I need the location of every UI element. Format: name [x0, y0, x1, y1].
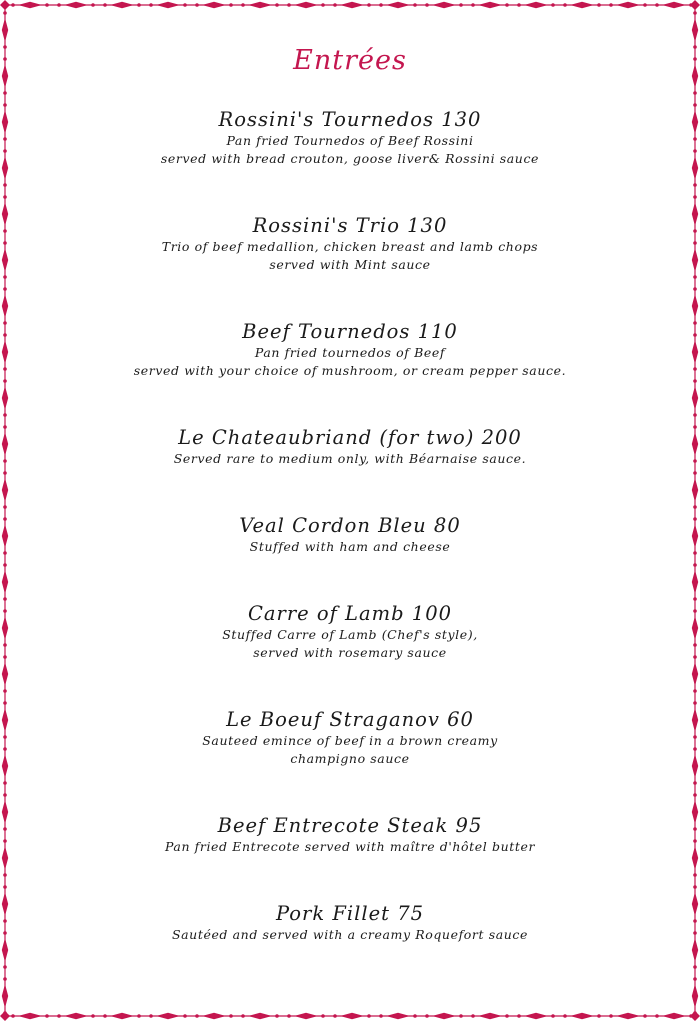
menu-item-description: served with your choice of mushroom, or cream pepper sauce.	[133, 363, 567, 378]
menu-item-rossinis-trio	[20, 214, 680, 274]
menu-item-description: Sautéed and served with a creamy Roquefort sauce	[171, 927, 529, 942]
menu-item-name: Rossini's Trio 130	[252, 214, 448, 237]
menu-item-beef-tournedos	[20, 320, 680, 380]
menu-item-description: Served rare to medium only, with Béarnaise sauce.	[173, 451, 527, 466]
menu-item-description: served with bread crouton, goose liver& Rossini sauce	[160, 151, 540, 166]
menu-item-name: Carre of Lamb 100	[247, 602, 453, 625]
menu-item-rossinis-tournedos	[20, 108, 680, 168]
menu-item-carre-of-lamb	[20, 602, 680, 662]
menu-item-description: Pan fried tournedos of Beef	[254, 345, 446, 360]
menu-item-veal-cordon-bleu	[20, 514, 680, 556]
menu-item-name: Le Boeuf Straganov 60	[226, 708, 474, 731]
menu-item-name: Pork Fillet 75	[275, 902, 425, 925]
menu-item-description: Trio of beef medallion, chicken breast and lamb chops	[161, 239, 539, 254]
menu-item-description: champigno sauce	[290, 751, 410, 766]
menu-item-name: Veal Cordon Bleu 80	[239, 514, 461, 537]
menu-item-description: served with rosemary sauce	[253, 645, 447, 660]
menu-item-name: Beef Entrecote Steak 95	[217, 814, 483, 837]
menu-item-boeuf-straganov	[20, 708, 680, 768]
menu-title: Entrées	[293, 45, 407, 76]
menu-item-description: Pan fried Entrecote served with maître d'hôtel butter	[164, 839, 536, 854]
menu-item-pork-fillet	[20, 902, 680, 944]
menu-item-chateaubriand	[20, 426, 680, 468]
menu-item-description: Pan fried Tournedos of Beef Rossini	[226, 133, 474, 148]
menu-item-description: served with Mint sauce	[269, 257, 431, 272]
menu-item-name: Beef Tournedos 110	[242, 320, 458, 343]
menu-item-description: Stuffed with ham and cheese	[249, 539, 451, 554]
menu-item-name: Le Chateaubriand (for two) 200	[178, 426, 522, 449]
menu-item-description: Sauteed emince of beef in a brown creamy	[202, 733, 498, 748]
menu-item-name: Rossini's Tournedos 130	[218, 108, 482, 131]
menu-item-entrecote-steak	[20, 814, 680, 856]
menu-item-description: Stuffed Carre of Lamb (Chef's style),	[222, 627, 478, 642]
